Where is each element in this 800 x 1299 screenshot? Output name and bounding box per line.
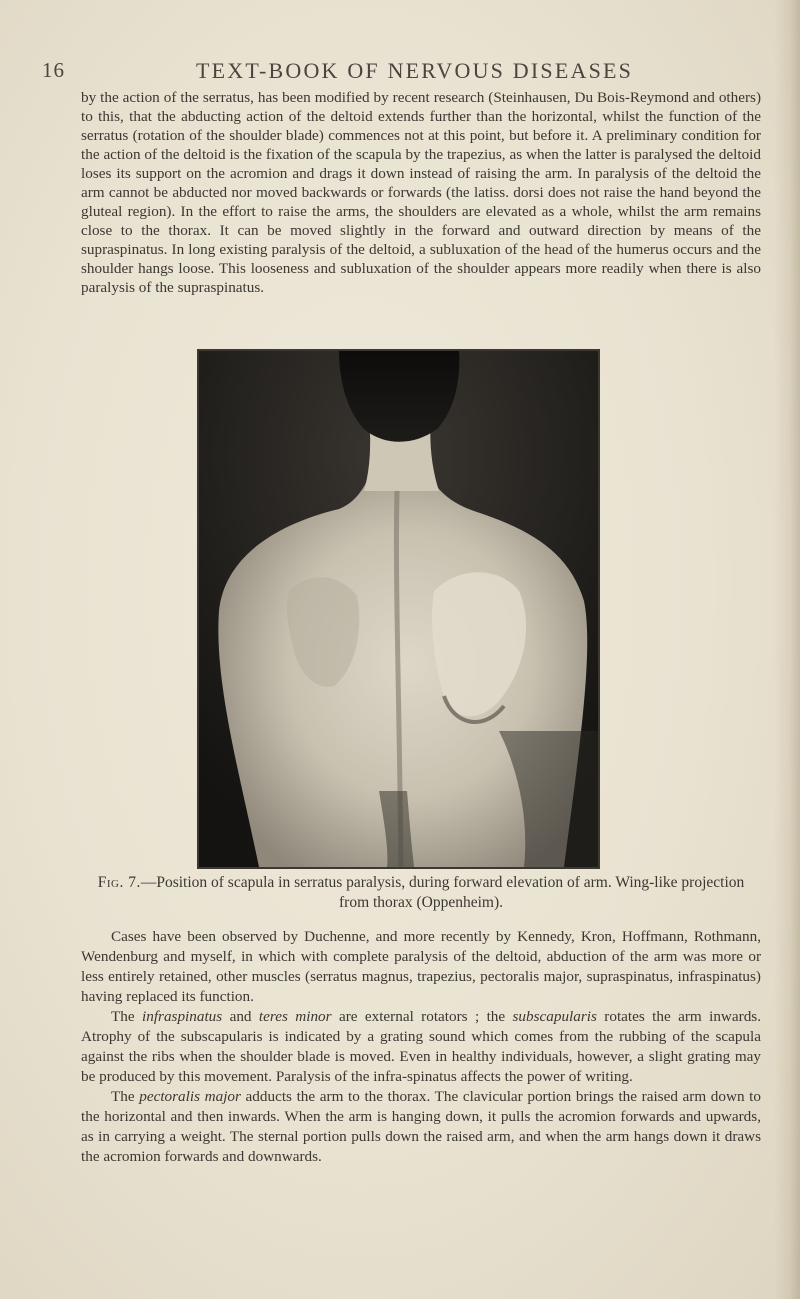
term-pectoralis-major: pectoralis major [139, 1088, 241, 1105]
figure-caption-text: —Position of scapula in serratus paralysis, during forward elevation of arm. Wing-like projection from thorax (Oppenheim). [140, 874, 745, 911]
figure-label: Fig. 7. [97, 874, 141, 891]
paragraph-2: Cases have been observed by Duchenne, and more recently by Kennedy, Kron, Hoffmann, Rothmann, Wendenburg and myself, in which with complete paralysis of the deltoid, abduction of the arm was more or less entirely retained, other muscles (serratus magnus, trapezius, pectoralis major, supraspinatus, infraspinatus) having replaced its function. [81, 928, 761, 1005]
paragraph-1: by the action of the serratus, has been modified by recent research (Steinhausen, Du Bois-Reymond and others) to this, that the abducting action of the deltoid extends further than the horizontal, whilst the function of the serratus (rotation of the shoulder blade) commences not at this point, but before it. A preliminary condition for the action of the deltoid is the fixation of the scapula by the trapezius, as when the latter is paralysed the deltoid loses its support on the acromion and drags it down instead of raising the arm. In paralysis of the deltoid the arm cannot be abducted nor moved backwards or forwards (the latiss. dorsi does not raise the hand beyond the gluteal region). In the effort to raise the arms, the shoulders are elevated as a whole, whilst the arm remains close to the thorax. It can be moved slightly in the forward and outward direction by means of the supraspinatus. In long existing paralysis of the deltoid, a subluxation of the head of the humerus occurs and the shoulder hangs loose. This looseness and subluxation of the shoulder appears more readily when there is also paralysis of the supraspinatus. [81, 89, 761, 296]
paragraph-3 [81, 1007, 761, 1087]
paragraph-4 [81, 1087, 761, 1167]
p3-rest: rotates the arm inwards. Atrophy of the subscapularis is indicated by a grating sound which comes from the rubbing of the scapula against the ribs when the shoulder blade is moved. Even in healthy individuals, however, a slight grating may be produced by this movement. Paralysis of the infra-spinatus affects the power of writing. [81, 1008, 761, 1085]
body-text [81, 927, 761, 1167]
page-number: 16 [42, 58, 65, 82]
term-teres-minor: teres minor [258, 1008, 332, 1025]
p3-mid-1: and [222, 1008, 259, 1025]
figure-caption [81, 873, 761, 913]
page-edge-shadow [774, 0, 800, 1299]
running-head [42, 58, 762, 88]
p3-pre: The [111, 1008, 143, 1025]
p4-pre: The [111, 1088, 140, 1105]
figure-photograph [197, 349, 600, 869]
running-title: TEXT-BOOK OF NERVOUS DISEASES [196, 58, 634, 83]
p4-rest: adducts the arm to the thorax. The clavicular portion brings the raised arm down to the horizontal and then inwards. When the arm is hanging down, it pulls the acromion forwards and upwards, as in carrying a weight. The sternal portion pulls down the raised arm, and when the arm hangs down it draws the acromion forwards and downwards. [81, 1088, 761, 1165]
term-subscapularis: subscapularis [512, 1008, 597, 1025]
p3-mid-2: are external rotators ; the [331, 1008, 513, 1025]
term-infraspinatus: infraspinatus [142, 1008, 223, 1025]
back-photograph [199, 351, 598, 867]
